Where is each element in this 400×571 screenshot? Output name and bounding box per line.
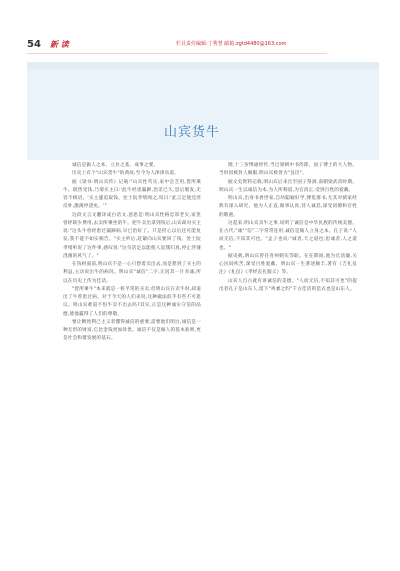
page-number: 54	[27, 39, 41, 50]
right-column	[219, 162, 357, 294]
paragraph: 据《梁书·明山宾传》记载:"山宾性笃实,家中尝乏用,货所乘牛。既售受钱,乃谓买主曰:'此牛经患漏蹄,治差已久,恐后脱发,无容不相语。'买主遽追取钱。处士阮孝绪闻之,叹曰:'此言足使还淳反朴,激薄停浇矣。'"	[63, 179, 201, 210]
paragraph: 据史载,明山宾曾任青州刺史等职。在任期间,他为官清廉,关心民间疾苦,深受百姓爱戴。明山宾一生著述颇丰,著有《吉礼仪注》《礼仪》《孝经丧礼服义》等。	[219, 253, 357, 276]
left-column	[63, 162, 201, 344]
paragraph: "货所乘牛"本来就是一桩平常的买卖,但明山宾在卖牛时,却道出了牛曾患过病。对于今天的人们来说,这种做法似乎有些不可思议。明山宾难道不怕牛卖不出去吗?其实,正是这种诚实守信的品德,使他赢得了人们的尊敬。	[63, 286, 201, 317]
paragraph: 历史上有个"山宾货牛"的典故,至今为人津津乐道。	[72, 171, 179, 177]
header-rule	[27, 53, 327, 54]
editor-credit: 栏目责任编辑:丁秀慧 邮箱:zgtd4480@163.com	[176, 41, 287, 47]
title-banner	[27, 62, 379, 160]
paragraph: 明山宾,出身书香世家,自幼聪颖好学,博览群书,尤其对儒家经典有深入研究。他为人正直,做事认真,待人诚恳,深受同僚和百姓的敬重。	[219, 196, 357, 218]
paragraph: 在钱财面前,明山宾不是一心只想着卖出去,而是想到了买主的利益,主动说出牛的病况。明山宾"诚信"二字,正因其一片赤诚,所以在历史上传为佳话。	[63, 262, 201, 284]
running-header	[0, 0, 400, 62]
paragraph: 据文史资料记载,明山宾后来官至国子祭酒,南朝梁武帝时期。明山宾一生以诚信为本,为人所称道,为官清正,受到百姓的爱戴。	[219, 179, 357, 193]
paragraph: 诚信是做人之本、立业之基、成事之要。	[72, 163, 159, 168]
banner-top-strip	[27, 62, 379, 69]
paragraph: 理,十三岁博通经传,当过梁朝中书侍郎、国子博士的大人物。当时因被封人佩服,明山宾被誉为"良臣"。	[219, 163, 357, 177]
paragraph: 这起来,明山宾卖牛之事,说明了诚信是中华民族的传统美德。在古代,"诚""信"二字常常连用,诚信是做人立身之本。孔子说:"人而无信,不知其可也。"孟子也说:"诚者,天之道也;思诚者,人之道也。"	[219, 220, 357, 251]
article-title: 山宾货牛	[164, 125, 221, 140]
article-body	[63, 162, 357, 552]
paragraph: 山宾人自古就有讲诚信的美德。"人而无信,不知其可也"的提出者孔子是山东人,留下"鸡黍之约"千古佳话的范式也是山东人。	[219, 278, 357, 292]
section-label: 新 读	[50, 39, 69, 49]
paragraph: 要让精致利己主义者懂得诚信的重要,需要他们明白,诚信是一种无形的财富,它比金钱更加珍贵。诚信不仅是做人的基本准则,更是社会和谐发展的基石。	[63, 319, 201, 342]
paragraph: 这段文言文翻译成白话文,意思是:明山宾性格忠厚老实,家里曾经缺少费用,去卖所乘坐的牛。把牛卖出拿到钱后,山宾却对买主说:"这头牛曾经患过漏蹄病,早已治好了。只是担心以后还可能复发,我不能不如实相告。"买主听后,赶紧向山宾要回了钱。处士阮孝绪听说了这件事,感叹说:"这句话足以能使人返璞归真,停止浮薄浇薄的风气了。"	[63, 212, 201, 259]
